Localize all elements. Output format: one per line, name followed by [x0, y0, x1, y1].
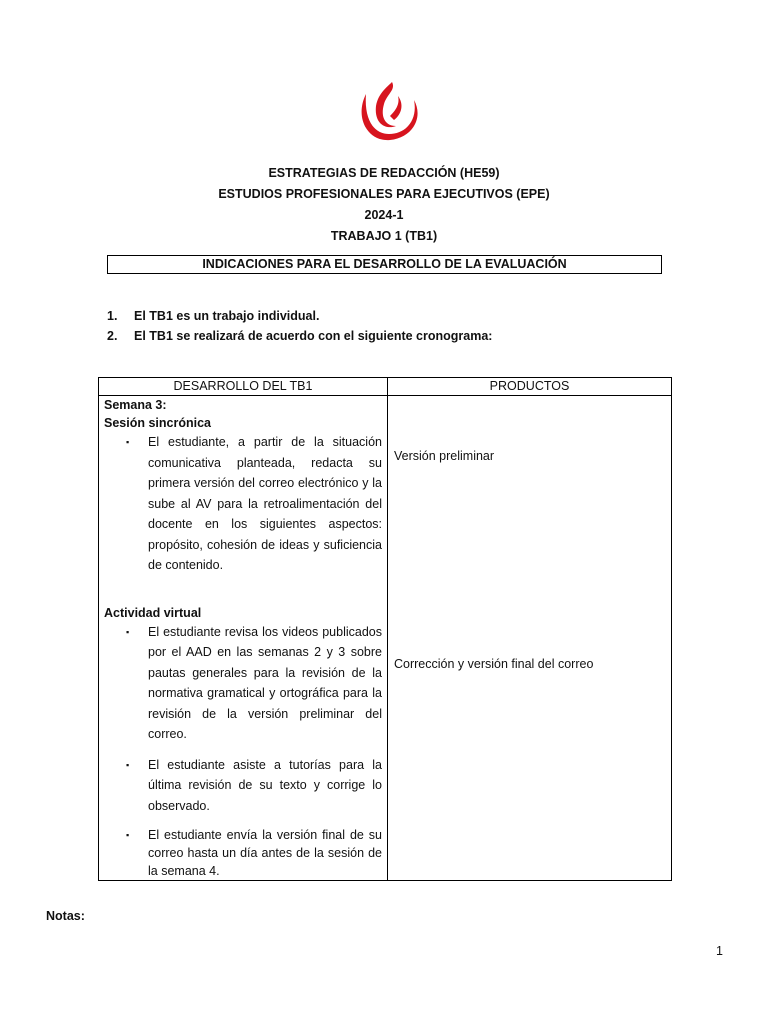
page-number: 1 [716, 944, 723, 958]
list-item [107, 306, 492, 326]
list-item [104, 432, 382, 576]
list-item-text: El estudiante envía la versión final de su correo hasta un día antes de la sesión de la semana 4. [148, 828, 382, 878]
column-header-development: DESARROLLO DEL TB1 [99, 378, 388, 396]
list-item-text: El estudiante, a partir de la situación comunicativa planteada, redacta su primera versión del correo electrónico y la sube al AV para la retroalimentación del docente en los siguientes aspectos: propósito, cohesión de ideas y suficiencia de contenido. [148, 435, 382, 572]
table-header-row [99, 378, 672, 396]
column-header-products: PRODUCTOS [388, 378, 672, 396]
list-item-text: El estudiante revisa los videos publicados por el AAD en las semanas 2 y 3 sobre pautas generales para la revisión de la normativa gramatical y ortográfica para la revisión de la versión preliminar del correo. [148, 624, 382, 741]
course-title: ESTRATEGIAS DE REDACCIÓN (HE59) [268, 166, 500, 180]
assignment-title: TRABAJO 1 (TB1) [330, 229, 438, 243]
table-row [99, 396, 672, 881]
list-item [104, 755, 382, 817]
notes-label: Notas: [46, 909, 85, 923]
list-item-text: El estudiante asiste a tutorías para la última revisión de su texto y corrige lo observado. [148, 757, 382, 813]
week-label: Semana 3: [104, 398, 167, 412]
product-preliminary: Versión preliminar [394, 449, 495, 463]
step-text: El TB1 es un trabajo individual. [134, 309, 320, 323]
product-final: Corrección y versión final del correo [394, 657, 594, 671]
products-cell [388, 396, 672, 881]
instructions-banner: INDICACIONES PARA EL DESARROLLO DE LA EVALUACIÓN [107, 255, 662, 274]
bullet-icon: ▪ [126, 626, 130, 637]
list-item [107, 326, 492, 346]
virtual-activity-heading: Actividad virtual [104, 605, 202, 620]
step-text: El TB1 se realizará de acuerdo con el siguiente cronograma: [134, 329, 493, 343]
term: 2024-1 [364, 208, 404, 222]
development-cell [99, 396, 388, 881]
sync-session-heading: Sesión sincrónica [104, 416, 211, 430]
bullet-icon: ▪ [126, 437, 130, 447]
step-number: 1. [107, 309, 118, 323]
list-item [104, 826, 382, 880]
sync-activity-list [104, 432, 382, 576]
program-title: ESTUDIOS PROFESIONALES PARA EJECUTIVOS (EPE) [218, 187, 550, 201]
bullet-icon: ▪ [126, 759, 130, 770]
schedule-table [98, 377, 672, 881]
bullet-icon: ▪ [126, 830, 130, 840]
step-number: 2. [107, 329, 118, 343]
virtual-activity-list [104, 622, 382, 881]
steps-list [107, 306, 492, 346]
university-logo [356, 80, 422, 142]
document-header [0, 163, 768, 247]
list-item [104, 622, 382, 745]
